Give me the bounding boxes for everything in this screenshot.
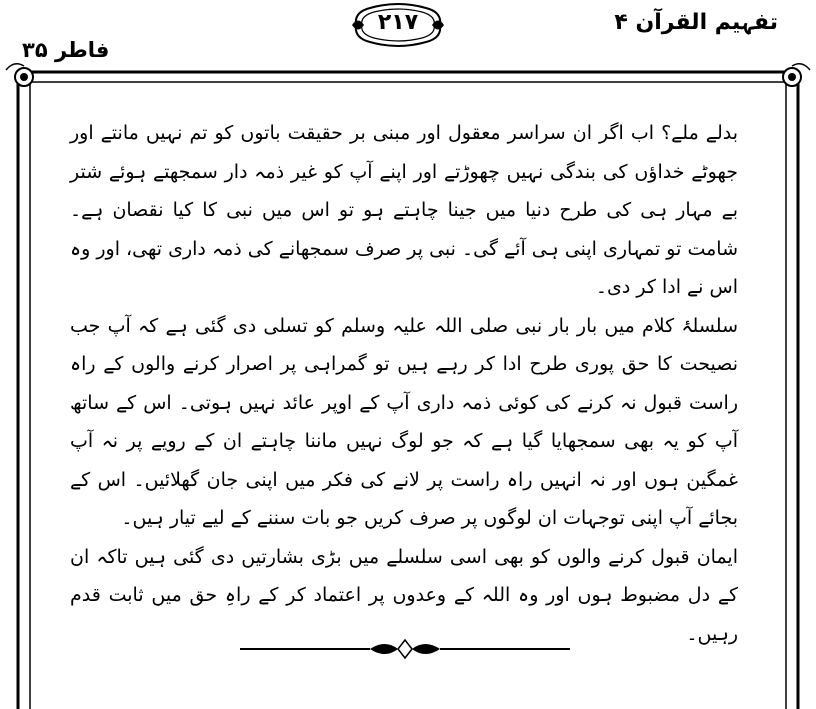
paragraph-3: ایمان قبول کرنے والوں کو بھی اسی سلسلے میں بڑی بشارتیں دی گئی ہیں تاکہ ان کے دل مضبوط ہوں اور وہ اللہ کے وعدوں پر اعتماد کر کے راہِ حق میں ثابت قدم رہیں۔ [70, 545, 738, 645]
surah-label: فاطر ۳۵ [22, 38, 110, 62]
body-text [70, 114, 738, 653]
book-title: تفہیم القرآن ۴ [614, 10, 778, 35]
corner-ornament-icon [6, 64, 33, 86]
paragraph-2: سلسلۂ کلام میں بار بار نبی صلی اللہ علیہ وسلم کو تسلی دی گئی ہے کہ آپ جب نصیحت کا حق پوری طرح ادا کر رہے ہیں تو گمراہی پر اصرار کرنے والوں کے راہ راست قبول نہ کرنے کی کوئی ذمہ داری آپ کے اوپر عائد نہیں ہوتی۔ اس کے ساتھ آپ کو یہ بھی سمجھایا گیا ہے کہ جو لوگ نہیں ماننا چاہتے ان کے رویے پر نہ آپ غمگین ہوں اور نہ انہیں راہ راست پر لانے کی فکر میں اپنی جان گھلائیں۔ اس کے بجائے آپ اپنی توجہات ان لوگوں پر صرف کریں جو بات سننے کے لیے تیار ہیں۔ [70, 314, 738, 529]
page-number: ۲۱۷ [377, 10, 419, 35]
corner-ornament-icon [783, 64, 810, 86]
page-number-badge [350, 2, 446, 48]
section-end-ornament-icon [240, 636, 570, 662]
paragraph-1: بدلے ملے؟ اب اگر ان سراسر معقول اور مبنی بر حقیقت باتوں کو تم نہیں مانتے اور جھوٹے خداؤں کی بندگی نہیں چھوڑتے اور اپنے آپ کو غیر ذمہ دار سمجھتے ہوئے شتر بے مہار ہی کی طرح دنیا میں جینا چاہتے ہو تو اس میں نبی کا کیا نقصان ہے۔ شامت تو تمہاری اپنی ہی آئے گی۔ نبی پر صرف سمجھانے کی ذمہ داری تھی، اور وہ اس نے ادا کر دی۔ [70, 122, 738, 298]
